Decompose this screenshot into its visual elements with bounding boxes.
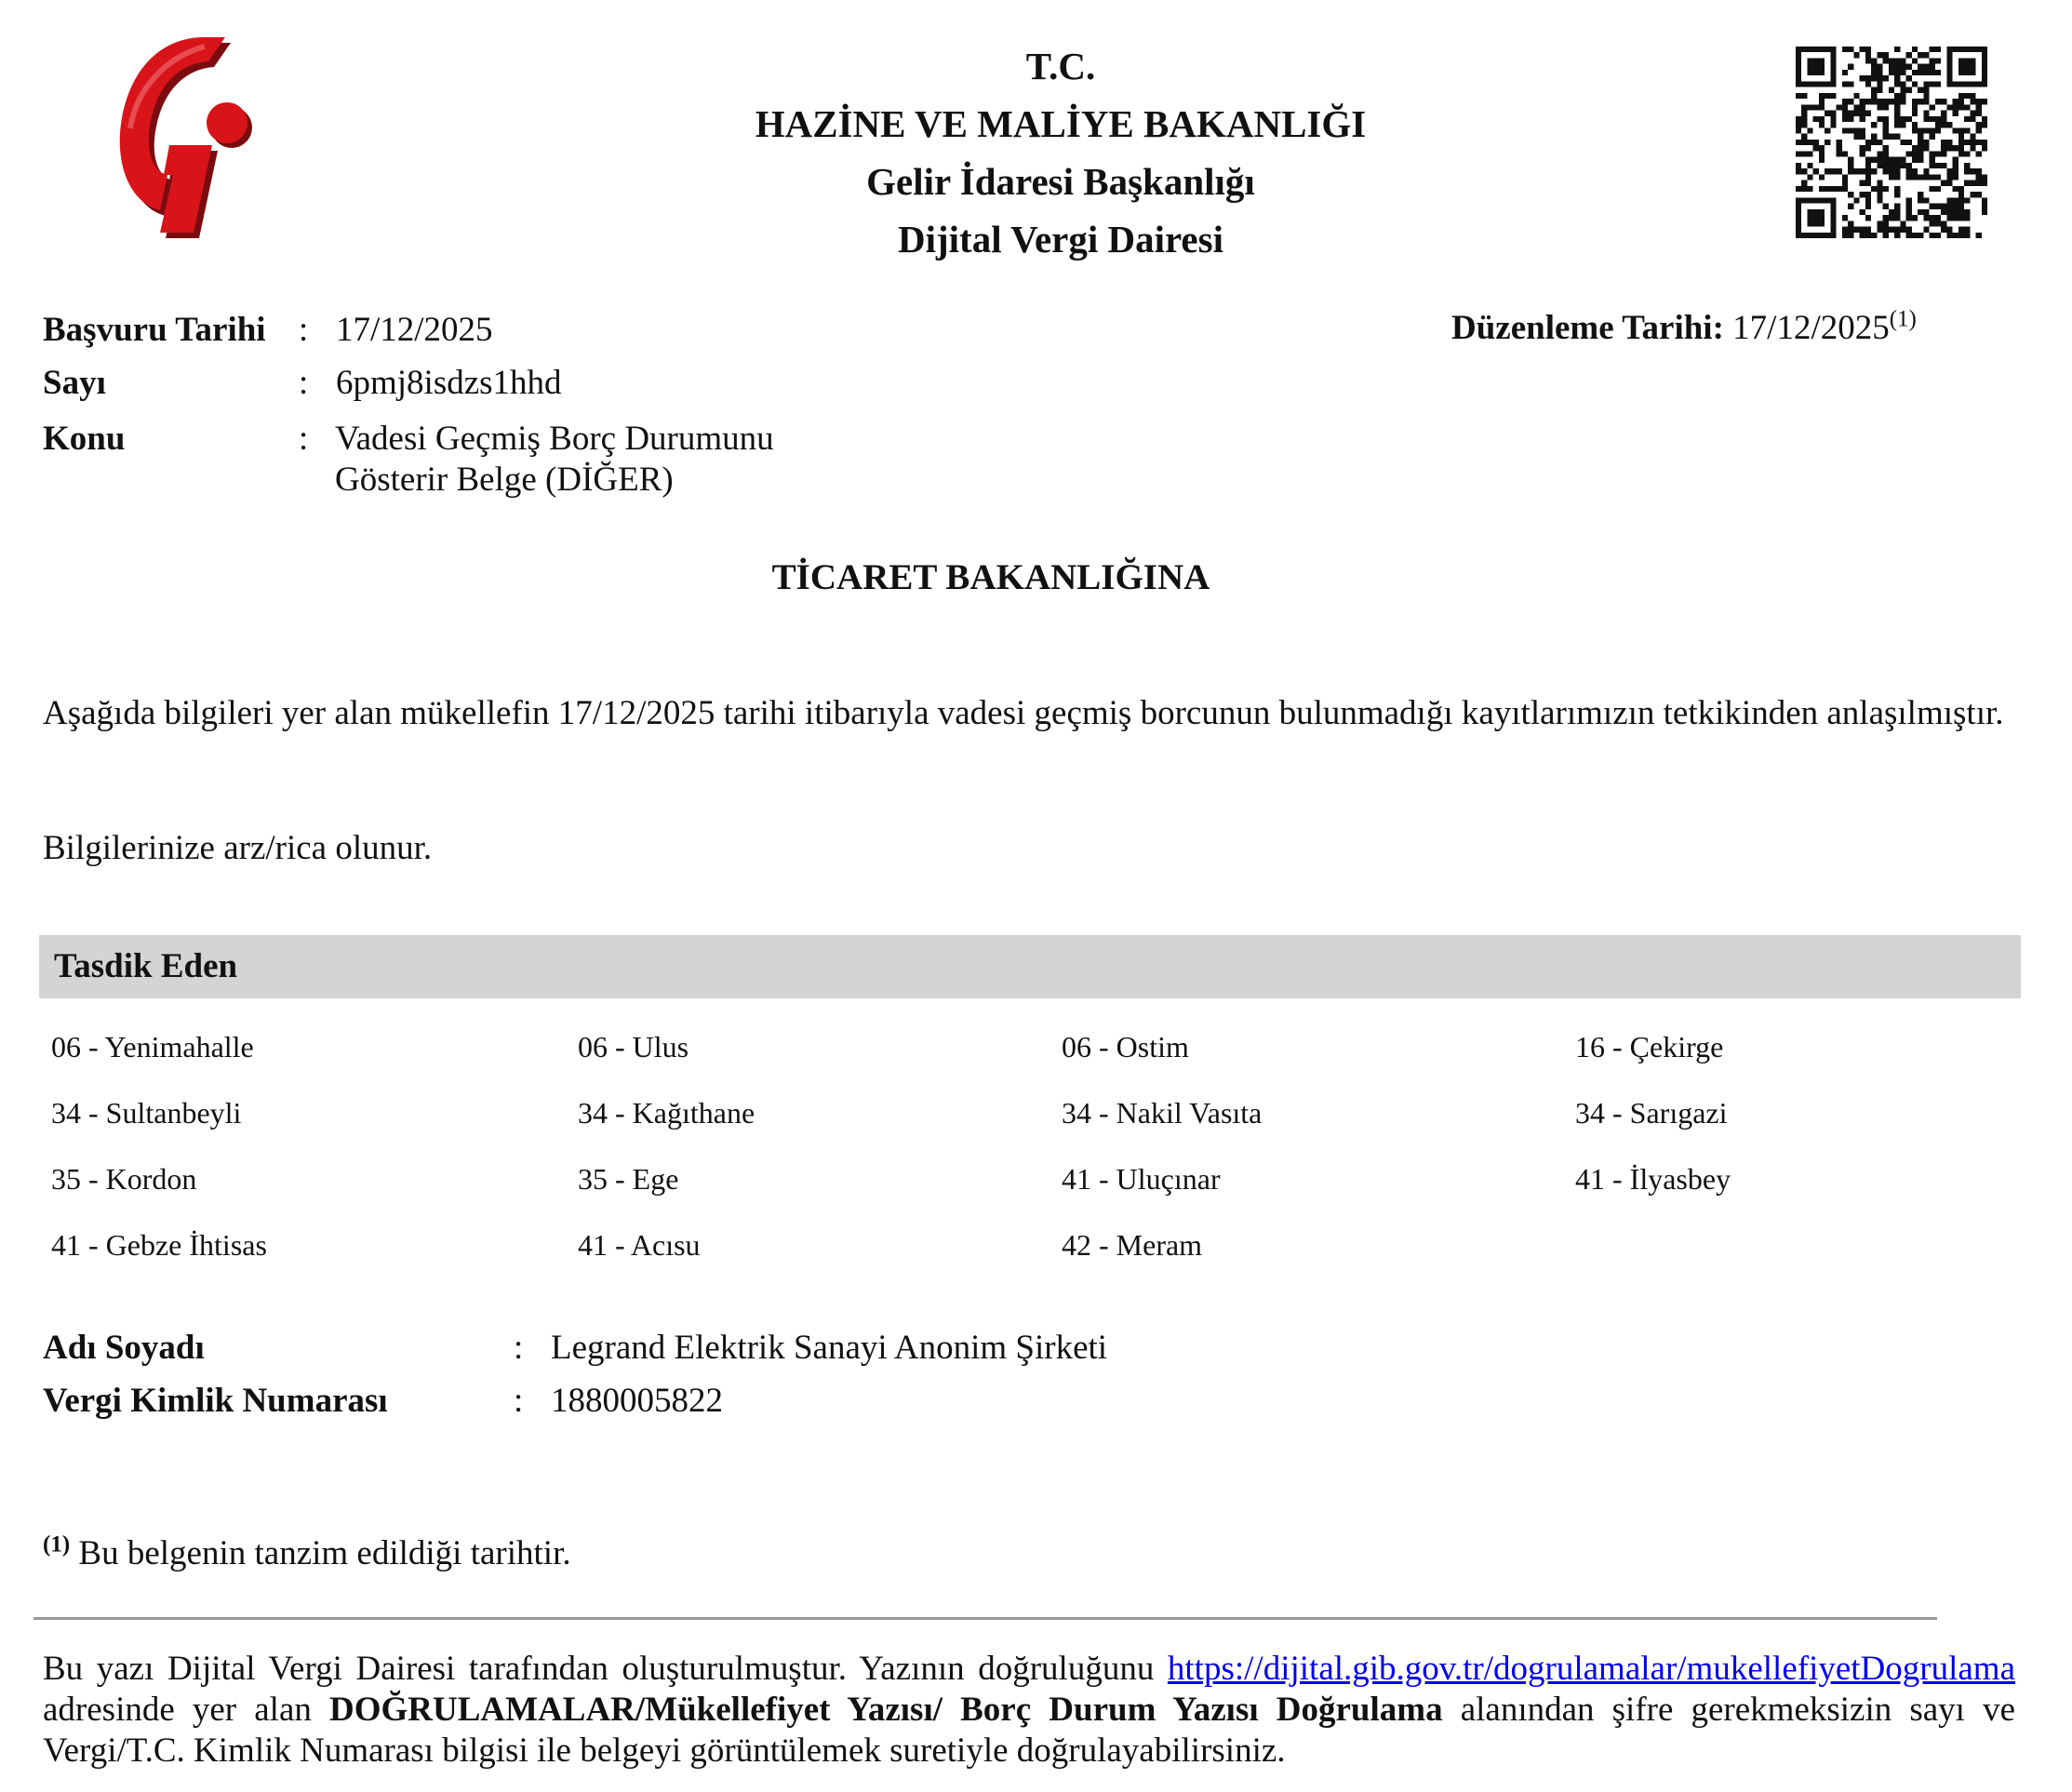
office-item: 34 - Kağıthane [578, 1096, 755, 1130]
tax-id-label: Vergi Kimlik Numarası [43, 1382, 388, 1420]
header-line-ministry: HAZİNE VE MALİYE BAKANLIĞI [755, 102, 1367, 145]
qr-code-icon [1796, 47, 1987, 238]
footnote-text: Bu belgenin tanzim edildiği tarihtir. [70, 1534, 571, 1572]
colon: : [299, 420, 309, 458]
office-item: 41 - İlyasbey [1575, 1162, 1731, 1196]
office-item: 06 - Ostim [1062, 1030, 1189, 1063]
subject-row [43, 419, 336, 460]
footer-text-1: Bu yazı Dijital Vergi Dairesi tarafından oluşturulmuştur. Yazının doğruluğunu [43, 1650, 1168, 1688]
office-item: 35 - Kordon [51, 1162, 197, 1196]
colon: : [299, 364, 309, 402]
footnote [43, 1533, 571, 1574]
issue-date [1451, 308, 1917, 349]
footnote-marker: (1) [43, 1531, 71, 1558]
issue-date-value: 17/12/2025 [1732, 309, 1890, 347]
subject-label: Konu [43, 420, 126, 458]
tasdik-header-bar [39, 935, 2021, 998]
taxpayer-name: Legrand Elektrik Sanayi Anonim Şirketi [551, 1329, 1108, 1367]
number-label: Sayı [43, 364, 106, 402]
verification-link[interactable]: https://dijital.gib.gov.tr/dogrulamalar/mukellefiyetDogrulama [1167, 1650, 2015, 1688]
gib-logo [112, 35, 270, 249]
tasdik-title: Tasdik Eden [54, 947, 238, 985]
application-date-row [43, 310, 493, 351]
body-paragraph-2: Bilgilerinize arz/rica olunur. [43, 829, 433, 867]
subject-line-1: Vadesi Geçmiş Borç Durumunu [335, 420, 774, 458]
subject-value [335, 419, 774, 501]
colon: : [514, 1329, 524, 1367]
tax-id-row [43, 1381, 723, 1422]
subject-line-2: Gösterir Belge (DİĞER) [335, 461, 674, 499]
divider [33, 1617, 1937, 1620]
office-item: 34 - Nakil Vasıta [1062, 1096, 1263, 1130]
office-item: 34 - Sultanbeyli [51, 1096, 242, 1130]
taxpayer-name-label: Adı Soyadı [43, 1329, 205, 1367]
office-item: 35 - Ege [578, 1162, 679, 1196]
colon: : [299, 311, 309, 349]
office-item: 06 - Ulus [578, 1030, 689, 1063]
document-number: 6pmj8isdzs1hhd [336, 364, 562, 402]
verification-footer [43, 1649, 2015, 1772]
office-item: 16 - Çekirge [1575, 1030, 1724, 1063]
body-paragraph-1: Aşağıda bilgileri yer alan mükellefin 17/12/2025 tarihi itibarıyla vadesi geçmiş borcunun bulunmadığı kayıtlarımızın tetkikinden anlaşılmıştır. [43, 694, 2004, 732]
office-item: 42 - Meram [1062, 1228, 1203, 1262]
footer-verification-path: DOĞRULAMALAR/Mükellefiyet Yazısı/ Borç Durum Yazısı Doğrulama [329, 1691, 1443, 1729]
office-item: 34 - Sarıgazi [1575, 1096, 1728, 1130]
issue-date-label: Düzenleme Tarihi: [1451, 309, 1724, 347]
addressee: TİCARET BAKANLIĞINA [771, 557, 1210, 597]
application-date-label: Başvuru Tarihi [43, 311, 266, 349]
footer-text-2: adresinde yer alan [43, 1691, 329, 1729]
header-line-office: Dijital Vergi Dairesi [898, 218, 1223, 261]
colon: : [514, 1382, 524, 1420]
header-line-directorate: Gelir İdaresi Başkanlığı [866, 160, 1255, 203]
office-item: 41 - Uluçınar [1062, 1162, 1221, 1196]
application-date: 17/12/2025 [336, 311, 493, 349]
office-item: 41 - Gebze İhtisas [51, 1228, 267, 1262]
tax-id: 1880005822 [551, 1382, 723, 1420]
office-item: 41 - Acısu [578, 1228, 701, 1262]
tasdik-office-list [51, 1014, 2024, 1278]
footer-text-3: alanından şifre gerekmeksizin sayı ve Vergi/T.C. Kimlik Numarası bilgisi ile belgeyi görüntülemek suretiyle doğrulayabilirsiniz. [43, 1691, 2016, 1770]
office-item: 06 - Yenimahalle [51, 1030, 254, 1063]
header-line-tc: T.C. [1025, 45, 1096, 87]
taxpayer-name-row [43, 1328, 1107, 1369]
issue-date-footnote-ref: (1) [1889, 306, 1917, 332]
document-header [558, 37, 1563, 268]
number-row [43, 363, 562, 404]
